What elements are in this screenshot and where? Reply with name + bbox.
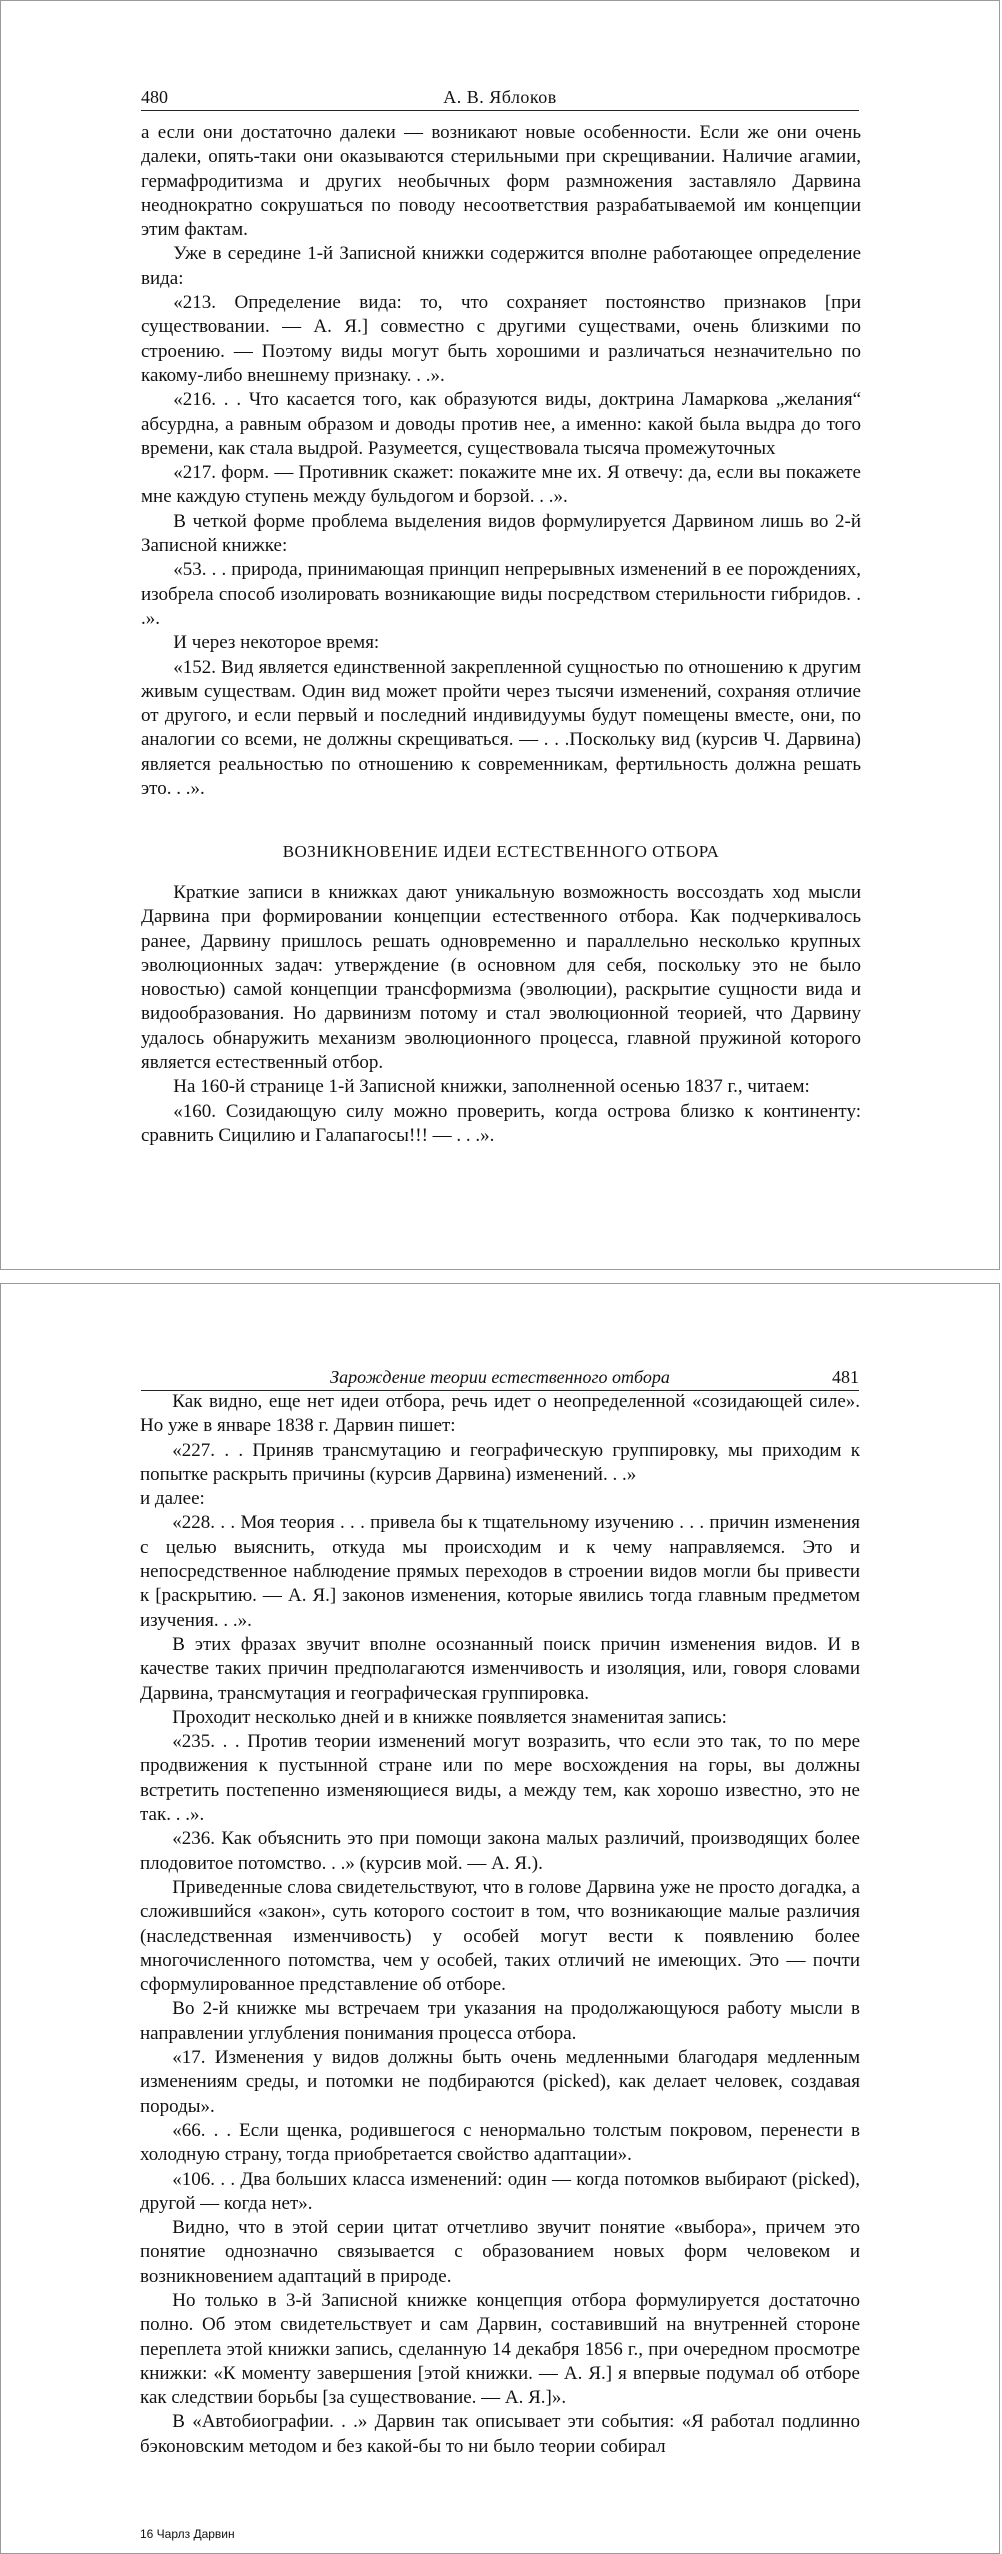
paragraph: Но только в 3-й Записной книжке концепция отбора формулируется достаточно полно. Об этом свидетельствует и сам Дарвин, составивший на внутренней стороне переплета этой книжки запись, сделанную 14 декабря 1856 г., при очередном просмотре книжки: «К моменту завершения [этой книжки. — А. Я.] я впервые подумал об отборе как следствии борьбы [за существование. — А. Я.]». xyxy=(140,2289,860,2409)
chapter-header: Зарождение теории естественного отбора xyxy=(330,1367,670,1387)
paragraph: В этих фразах звучит вполне осознанный поиск причин изменения видов. И в качестве таких причин предполагаются изменчивость и изоляция, или, говоря словами Дарвина, трансмутация и географическая группировка. xyxy=(140,1633,860,1704)
signature-mark: 16 Чарлз Дарвин xyxy=(140,2527,235,2541)
quote-paragraph: «217. форм. — Противник скажет: покажите мне их. Я отвечу: да, если вы покажете мне каждую ступень между бульдогом и борзой. . .». xyxy=(141,462,861,508)
section-body-text xyxy=(141,881,861,1148)
paragraph: Видно, что в этой серии цитат отчетливо звучит понятие «выбора», причем это понятие однозначно связывается с образованием новых форм человеком и возникновением адаптаций в природе. xyxy=(140,2217,860,2287)
paragraph: Краткие записи в книжках дают уникальную возможность воссоздать ход мысли Дарвина при формировании концепции естественного отбора. Как подчеркивалось ранее, Дарвину пришлось решать одновременно и параллельно несколько крупных эволюционных задач: утверждение (в основном для себя, поскольку это не было новостью) самой концепции трансформизма (эволюции), раскрытие сущности вида и видообразования. Но дарвинизм потому и стал эволюционной теорией, что Дарвину удалось обнаружить механизм эволюционного процесса, главной пружиной которого является естественный отбор. xyxy=(141,882,861,1074)
quote-paragraph: «228. . . Моя теория . . . привела бы к тщательному изучению . . . причин изменения с целью выяснить, откуда мы происходим и к чему направляемся. Это и непосредственное наблюдение прямых переходов в строении видов могли бы привести к [раскрытию. — А. Я.] законов изменения, которые явились тогда главным предметом изучения. . .». xyxy=(140,1512,860,1631)
quote-paragraph: «216. . . Что касается того, как образуются виды, доктрина Ламаркова „желания“ абсурдна, а равным образом и доводы против нее, а именно: какой была выдра до того времени, как стала выдрой. Разумеется, существовала тысяча промежуточных xyxy=(141,389,861,459)
paragraph: Уже в середине 1-й Записной книжки содержится вполне работающее определение вида: xyxy=(141,243,861,289)
paragraph: Проходит несколько дней и в книжке появляется знаменитая запись: xyxy=(172,1706,727,1728)
page-number: 480 xyxy=(141,87,168,107)
page-number: 481 xyxy=(832,1367,859,1387)
quote-paragraph: «53. . . природа, принимающая принцип непрерывных изменений в ее порождениях, изобрела способ изолировать возникающие виды посредством стерильности гибридов. . .». xyxy=(141,559,861,629)
author-header: А. В. Яблоков xyxy=(443,87,557,107)
running-head xyxy=(141,87,859,111)
quote-paragraph: «17. Изменения у видов должны быть очень медленными благодаря медленным изменениям среды, и потомки не подбираются (picked), как делает человек, создавая породы». xyxy=(140,2047,860,2117)
quote-paragraph: «213. Определение вида: то, что сохраняет постоянство признаков [при существовании. — А. Я.] совместно с другими существами, очень близкими по строению. — Поэтому виды могут быть хорошими и различаться незначительно по какому-либо внешнему признаку. . .». xyxy=(141,292,861,386)
paragraph: В четкой форме проблема выделения видов формулируется Дарвином лишь во 2-й Записной книжке: xyxy=(141,510,861,557)
quote-paragraph: «227. . . Приняв трансмутацию и географическую группировку, мы приходим к попытке раскрыть причины (курсив Дарвина) изменений. . .» xyxy=(140,1439,860,1485)
paragraph: В «Автобиографии. . .» Дарвин так описывает эти события: «Я работал подлинно бэконовским методом и без какой-бы то ни было теории собирал xyxy=(140,2411,860,2457)
quote-paragraph: «66. . . Если щенка, родившегося с ненормально толстым покровом, перенести в холодную страну, тогда приобретается свойство адаптации». xyxy=(140,2119,860,2166)
paragraph: Приведенные слова свидетельствуют, что в голове Дарвина уже не просто догадка, а сложившийся «закон», суть которого состоит в том, что возникающие малые различия (наследственная изменчивость) у особей могут вести к появлению более многочисленного потомства, чем у особей, таких отличий не имеющих. Это — почти сформулированное представление об отборе. xyxy=(140,1876,860,1996)
quote-paragraph: «106. . . Два больших класса изменений: один — когда потомков выбирают (picked), другой — когда нет». xyxy=(140,2168,860,2214)
paragraph: На 160-й странице 1-й Записной книжки, заполненной осенью 1837 г., читаем: xyxy=(173,1076,810,1098)
quote-paragraph: «160. Созидающую силу можно проверить, когда острова близко к континенту: сравнить Сицилию и Галапагосы!!! — . . .». xyxy=(141,1100,861,1146)
quote-paragraph: «152. Вид является единственной закрепленной сущностью по отношению к другим живым существам. Один вид может пройти через тысячи изменений, сохраняя отличие от другого, и если первый и последний индивидуумы будут помещены вместе, они, по аналогии со всеми, не должны скрещиваться. — . . .Поскольку вид (курсив Ч. Дарвина) является реальностью по отношению к современникам, фертильность должна решать это. . .». xyxy=(141,656,861,800)
quote-paragraph: «236. Как объяснить это при помощи закона малых различий, производящих более плодовитое потомство. . .» (курсив мой. — А. Я.). xyxy=(140,1828,860,1874)
page-480 xyxy=(0,0,1000,1270)
section-heading: ВОЗНИКНОВЕНИЕ ИДЕИ ЕСТЕСТВЕННОГО ОТБОРА xyxy=(282,842,720,861)
paragraph: Как видно, еще нет идеи отбора, речь идет о неопределенной «созидающей силе». Но уже в январе 1838 г. Дарвин пишет: xyxy=(140,1391,860,1437)
body-text xyxy=(141,121,861,801)
running-head xyxy=(141,1367,859,1391)
body-text xyxy=(140,1390,860,2459)
paragraph: а если они достаточно далеки — возникают новые особенности. Если же они очень далеки, опять-таки они оказываются стерильными при скрещивании. Наличие агамии, гермафродитизма и других необычных форм размножения заставляло Дарвина неоднократно сокрушаться по поводу несоответствия разрабатываемой им концепции этим фактам. xyxy=(141,122,861,241)
paragraph: И через некоторое время: xyxy=(173,632,380,654)
quote-paragraph: «235. . . Против теории изменений могут возразить, что если это так, то по мере продвижения к пустынной стране или по мере восхождения на горы, вы должны встретить постепенно изменяющиеся виды, а между тем, как хорошо известно, это не так. . .». xyxy=(140,1731,860,1826)
paragraph: и далее: xyxy=(140,1488,205,1510)
paragraph: Во 2-й книжке мы встречаем три указания на продолжающуюся работу мысли в направлении углубления понимания процесса отбора. xyxy=(140,1998,860,2044)
